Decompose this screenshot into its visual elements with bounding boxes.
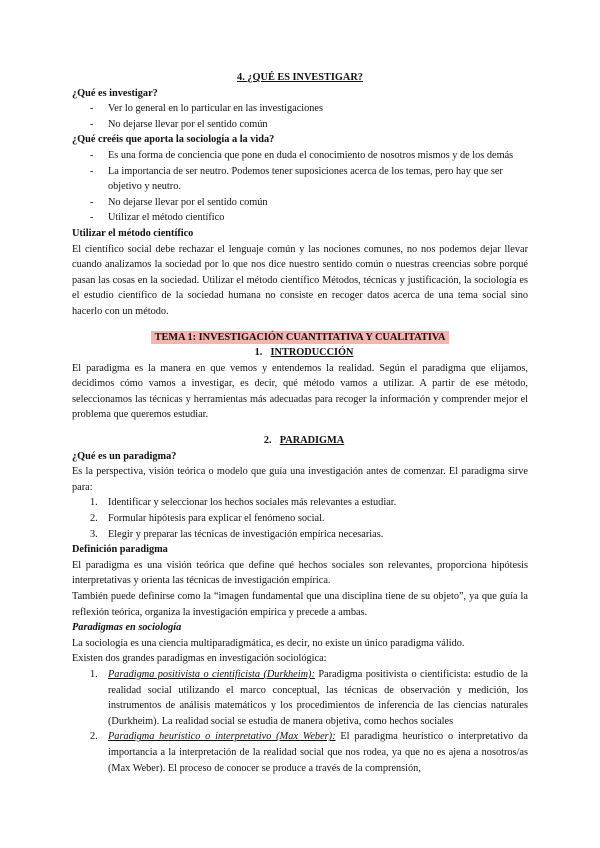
list-item: - No dejarse llevar por el sentido común: [72, 117, 528, 133]
question-que-es-investigar: ¿Qué es investigar?: [72, 87, 158, 99]
intro-title: INTRODUCCIÓN: [270, 347, 354, 359]
paragraph-definicion-2: También puede definirse como la “imagen fundamental que una disciplina tiene de su objeto”, ya que guía la reflexión teórica, organiza la investigación empírica y precede a ambas.: [72, 591, 528, 618]
document-page: [72, 70, 528, 776]
list-item: - La importancia de ser neutro. Podemos tener suposiciones acerca de los temas, pero hay que ser objetivo y neutro.: [72, 164, 528, 195]
item-number: 3.: [90, 528, 98, 540]
numbered-item: [72, 527, 528, 543]
item-text: Formular hipótesis para explicar el fenómeno social.: [108, 513, 325, 525]
item-label: Paradigma heurístico o interpretativo (Max Weber):: [108, 731, 336, 743]
item-number: 2.: [90, 513, 98, 525]
item-label: Paradigma positivista o cientificista (Durkheim):: [108, 668, 315, 680]
list-item: - Es una forma de conciencia que pone en duda el conocimiento de nosotros mismos y de los demás: [72, 148, 528, 164]
section-4-title: 4. ¿QUÉ ES INVESTIGAR?: [237, 72, 363, 83]
paragraph-introduccion: El paradigma es la manera en que vemos y entendemos la realidad. Según el paradigma que elijamos, decidimos cómo vamos a investigar, es decir, qué método vamos a utilizar. A partir de ese método, seleccionamos las técnicas y herramientas más adecuadas para recoger la información y comprender mejor el problema que queremos estudiar.: [72, 362, 528, 421]
numbered-item: [72, 495, 528, 511]
paragraph-definicion-1: El paradigma es una visión teórica que define qué hechos sociales son relevantes, proporciona hipótesis interpretativas y orienta las técnicas de investigación empírica.: [72, 559, 528, 587]
numbered-item: [72, 667, 528, 729]
item-number: 2.: [90, 731, 98, 743]
paragraph-metodo-cientifico: El científico social debe rechazar el lenguaje común y las nociones comunes, no nos podemos dejar llevar cuando analizamos la sociedad por lo que nos dice nuestro sentido común o nuestras creencias sobre porqué pasan las cosas en la sociedad. Utilizar el método científico Métodos, técnicas y justificación, la sociología es el estudio científico de la sociedad humana no consiste en recoger datos acerca de una tema social sino hacerlo con un método.: [72, 243, 528, 317]
heading-metodo-cientifico: Utilizar el método científico: [72, 227, 194, 239]
paragraph-sociologia-2: Existen dos grandes paradigmas en investigación sociológica:: [72, 653, 327, 665]
heading-paradigmas-sociologia: Paradigmas en sociología: [72, 622, 182, 634]
item-text: El paradigma heurístico o interpretativo da importancia a la interpretación de la realidad social que nos rodea, ya que no es ajena a nosotros/as (Max Weber). El proceso de conocer se produce a través de la comprensión,: [108, 731, 528, 774]
paradigma-number: 2.: [263, 435, 272, 447]
item-text: Paradigma positivista o cientificista: estudio de la realidad social utilizando el marco conceptual, las técnicas de observación y medición, los instrumentos de análisis matemáticos y los procedimientos de inferencia de las ciencias naturales (Durkheim). La realidad social se estudia de manera objetiva, como hechos sociales: [108, 668, 528, 727]
intro-heading: [72, 345, 528, 361]
list-item: - No dejarse llevar por el sentido común: [72, 195, 528, 211]
item-text: Elegir y preparar las técnicas de investigación empírica necesarias.: [108, 528, 384, 540]
tema-1-title-highlight: TEMA 1: INVESTIGACIÓN CUANTITATIVA Y CUALITATIVA: [151, 331, 450, 344]
heading-definicion-paradigma: Definición paradigma: [72, 544, 168, 556]
list-item: - Utilizar el método científico: [72, 210, 528, 226]
question-que-es-paradigma: ¿Qué es un paradigma?: [72, 450, 177, 462]
numbered-item: [72, 729, 528, 776]
tema-1-title: [72, 330, 528, 346]
item-text: Identificar y seleccionar los hechos sociales más relevantes a estudiar.: [108, 497, 397, 509]
paragraph-paradigma: Es la perspectiva, visión teórica o modelo que guía una investigación antes de comenzar. El paradigma sirve para:: [72, 466, 528, 493]
list-item: - Ver lo general en lo particular en las investigaciones: [72, 101, 528, 117]
paradigma-title: PARADIGMA: [279, 435, 345, 447]
item-number: 1.: [90, 668, 98, 680]
paragraph-sociologia-1: La sociología es una ciencia multiparadigmática, es decir, no existe un único paradigma válido.: [72, 637, 465, 649]
intro-number: 1.: [254, 347, 263, 359]
item-number: 1.: [90, 497, 98, 509]
paradigma-heading: [72, 433, 528, 449]
question-aporta-sociologia: ¿Qué creéis que aporta la sociología a la vida?: [72, 134, 275, 146]
numbered-item: [72, 511, 528, 527]
